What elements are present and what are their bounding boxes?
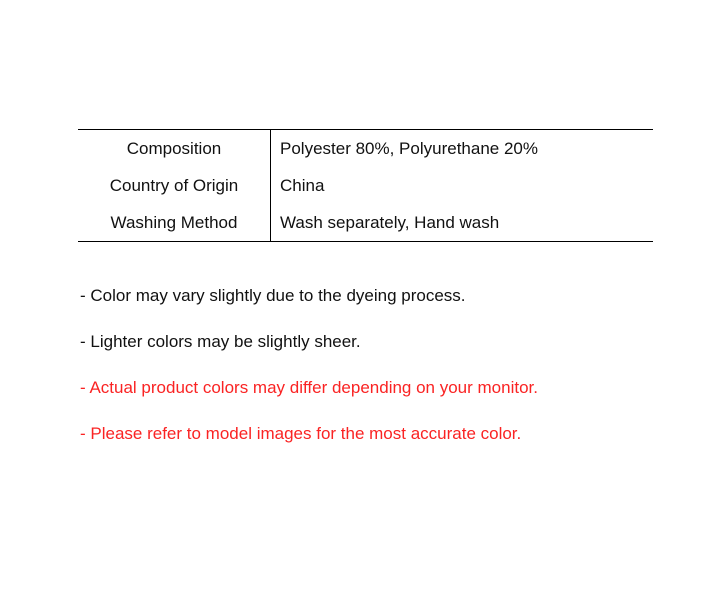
spec-row-label: Country of Origin bbox=[109, 175, 239, 195]
note-dyeing-process: - Color may vary slightly due to the dyeing process. bbox=[80, 286, 466, 305]
spec-row-label: Washing Method bbox=[110, 212, 238, 232]
spec-row-label: Composition bbox=[126, 138, 222, 158]
note-sheer-colors: - Lighter colors may be slightly sheer. bbox=[80, 332, 361, 351]
spec-row-value: Wash separately, Hand wash bbox=[270, 204, 653, 241]
product-spec-table bbox=[78, 129, 653, 242]
product-notes bbox=[80, 286, 538, 470]
note-monitor-color-warning: - Actual product colors may differ depending on your monitor. bbox=[80, 378, 538, 397]
spec-row-value: China bbox=[270, 167, 653, 204]
spec-row-value: Polyester 80%, Polyurethane 20% bbox=[270, 130, 653, 167]
note-model-image-reference: - Please refer to model images for the most accurate color. bbox=[80, 424, 522, 443]
